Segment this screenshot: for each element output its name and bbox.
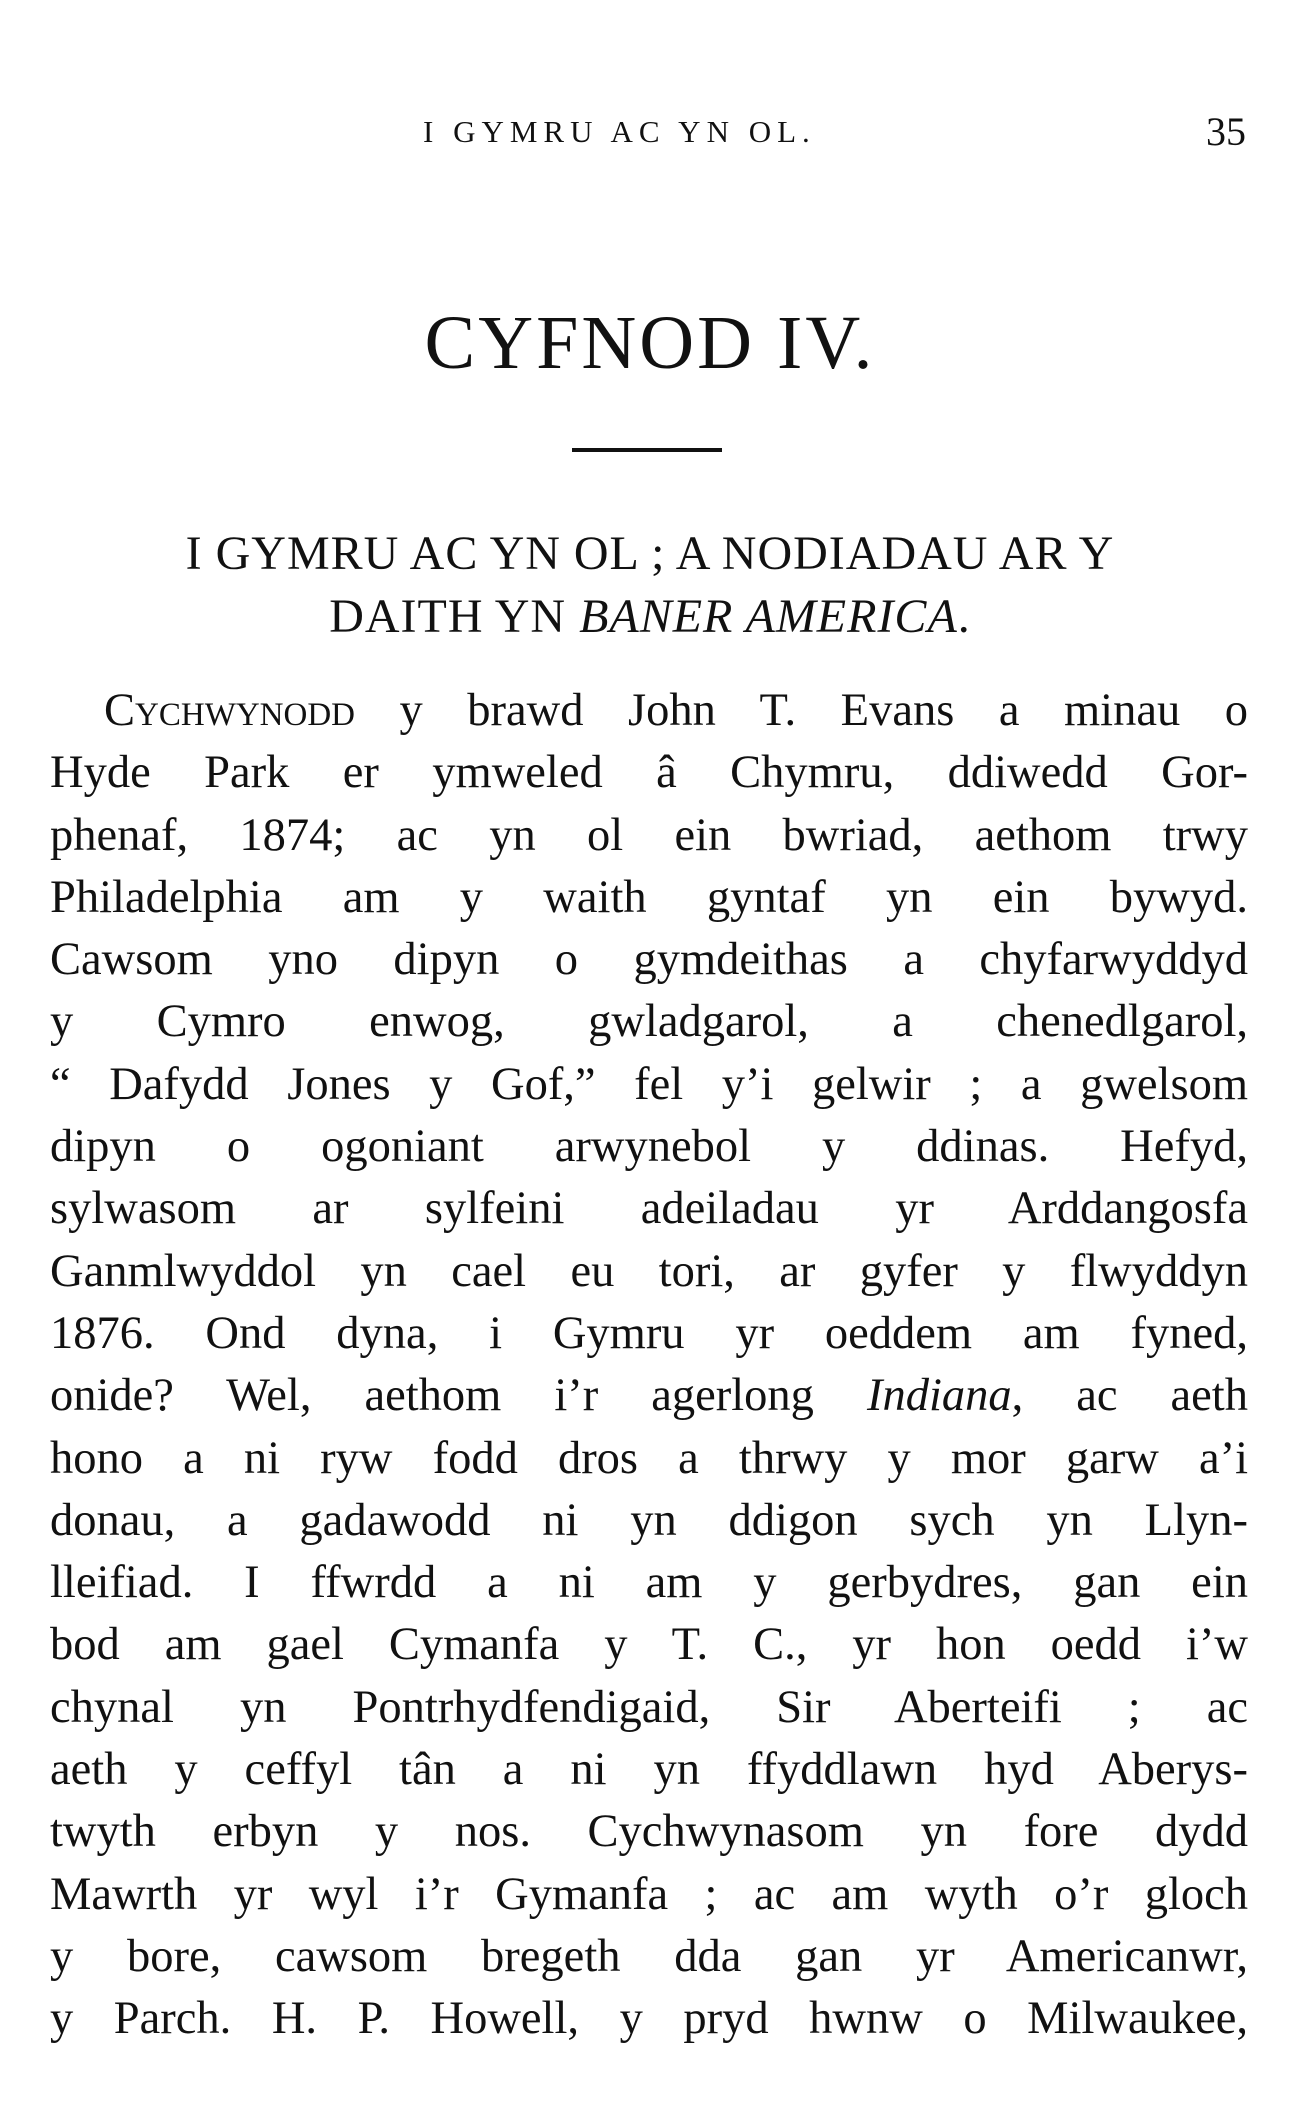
body-line-12-suffix: , ac aeth: [1011, 1370, 1248, 1422]
body-line-3: phenaf, 1874; ac yn ol ein bwriad, aethom trwy: [50, 809, 1248, 861]
section-heading-line-2: [40, 585, 1260, 648]
body-line-14: donau, a gadawodd ni yn ddigon sych yn Llyn-: [50, 1494, 1248, 1546]
section-heading-prefix: DAITH YN: [329, 590, 580, 643]
body-line-9: sylwasom ar sylfeini adeiladau yr Arddangosfa: [50, 1183, 1248, 1235]
body-line-4: Philadelphia am y waith gyntaf yn ein bywyd.: [50, 871, 1248, 923]
body-line-16: bod am gael Cymanfa y T. C., yr hon oedd i’w: [50, 1619, 1248, 1671]
body-line-20: Mawrth yr wyl i’r Gymanfa ; ac am wyth o’r gloch: [50, 1868, 1248, 1920]
ship-name-title: BANER AMERICA: [579, 590, 958, 643]
body-line-10: Ganmlwyddol yn cael eu tori, ar gyfer y flwyddyn: [50, 1245, 1248, 1297]
body-line-13: hono a ni ryw fodd dros a thrwy y mor garw a’i: [50, 1432, 1248, 1484]
body-line-11: 1876. Ond dyna, i Gymru yr oeddem am fyned,: [50, 1307, 1248, 1359]
body-line-6: y Cymro enwog, gwladgarol, a chenedlgarol,: [50, 996, 1248, 1048]
body-line-17: chynal yn Pontrhydfendigaid, Sir Aberteifi ; ac: [50, 1681, 1248, 1733]
body-line-2: Hyde Park er ymweled â Chymru, ddiwedd Gor-: [50, 747, 1248, 799]
body-line-21: y bore, cawsom bregeth dda gan yr Americanwr,: [50, 1930, 1248, 1982]
body-line-1-rest: y brawd John T. Evans a minau o: [355, 685, 1248, 736]
body-line-18: aeth y ceffyl tân a ni yn ffyddlawn hyd Aberys-: [50, 1744, 1248, 1796]
body-line-12-prefix: onide? Wel, aethom i’r agerlong: [50, 1370, 867, 1422]
chapter-divider-rule: [572, 448, 722, 452]
body-paragraph: [50, 680, 1248, 2051]
opening-word: Cychwynodd: [104, 685, 355, 736]
running-header: [0, 108, 1300, 158]
body-line-7: “ Dafydd Jones y Gof,” fel y’i gelwir ; a gwelsom: [50, 1058, 1248, 1110]
section-heading-suffix: .: [957, 590, 971, 643]
chapter-title: CYFNOD IV.: [424, 301, 876, 385]
body-line-8: dipyn o ogoniant arwynebol y ddinas. Hefyd,: [50, 1121, 1248, 1173]
body-line-15: lleifiad. I ffwrdd a ni am y gerbydres, gan ein: [50, 1557, 1248, 1609]
body-line-19: twyth erbyn y nos. Cychwynasom yn fore dydd: [50, 1806, 1248, 1858]
section-heading-line-1: I GYMRU AC YN OL ; A NODIADAU AR Y: [185, 527, 1115, 580]
page-number: 35: [1206, 109, 1246, 154]
section-heading: [40, 522, 1260, 648]
body-line-22: y Parch. H. P. Howell, y pryd hwnw o Milwaukee,: [50, 1993, 1248, 2045]
body-line-1: [50, 680, 1248, 742]
running-title: I GYMRU AC YN OL.: [423, 114, 816, 149]
body-line-12: [50, 1365, 1248, 1427]
ship-name: Indiana: [866, 1370, 1012, 1422]
body-line-5: Cawsom yno dipyn o gymdeithas a chyfarwyddyd: [50, 934, 1248, 986]
